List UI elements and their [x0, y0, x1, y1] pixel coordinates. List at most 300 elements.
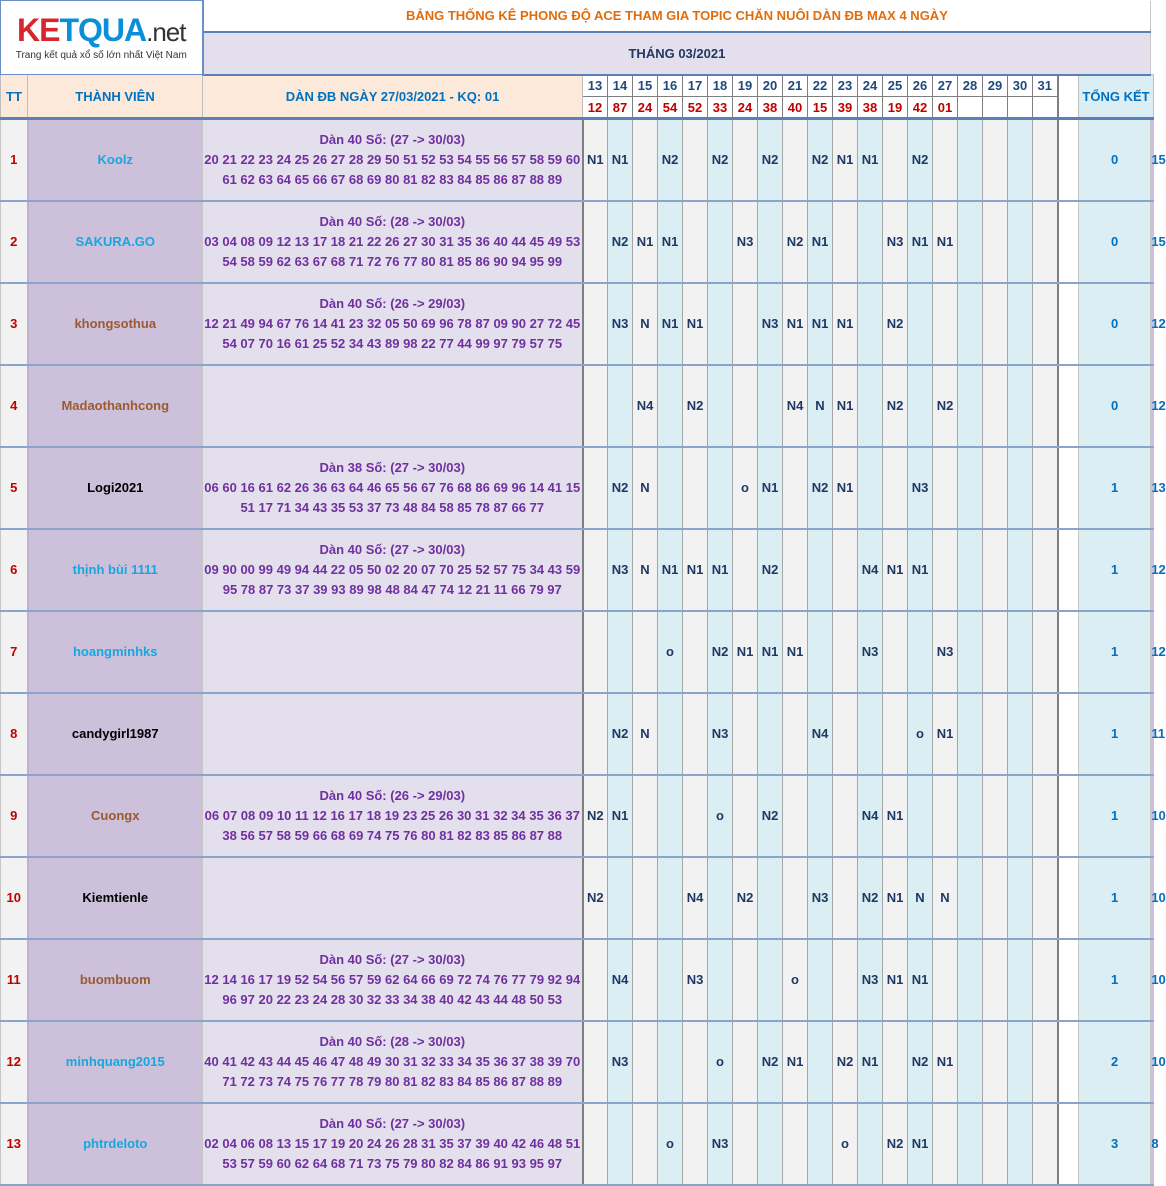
dan-numbers [203, 939, 583, 1021]
spacer-column [1058, 365, 1079, 447]
day-cell: N1 [933, 1021, 958, 1103]
day-header: 25 [883, 75, 908, 97]
total-count: 3 [1079, 1103, 1151, 1185]
day-cell [783, 119, 808, 201]
day-cell [733, 775, 758, 857]
day-cell: N3 [858, 939, 883, 1021]
day-cell: N2 [833, 1021, 858, 1103]
member-name[interactable]: thịnh bùi 1111 [28, 529, 203, 611]
day-cell: N1 [683, 529, 708, 611]
spacer-column [1058, 775, 1079, 857]
day-cell [758, 939, 783, 1021]
day-cell [883, 119, 908, 201]
day-cell [633, 611, 658, 693]
day-cell [733, 119, 758, 201]
day-header: 13 [583, 75, 608, 97]
day-cell [833, 529, 858, 611]
day-cell [958, 201, 983, 283]
day-cell [1008, 529, 1033, 611]
dan-line: 95 78 87 73 37 39 93 89 98 48 84 47 74 12 21 11 66 79 97 [222, 581, 562, 597]
day-cell: N2 [583, 857, 608, 939]
day-cell [1008, 201, 1033, 283]
member-name[interactable]: hoangminhks [28, 611, 203, 693]
row-number: 6 [1, 529, 28, 611]
day-cell: N2 [858, 857, 883, 939]
day-cell [858, 693, 883, 775]
day-cell: N4 [808, 693, 833, 775]
day-cell: N1 [783, 283, 808, 365]
dan-line: 06 60 16 61 62 26 36 63 64 46 65 56 67 76 68 86 69 96 14 41 15 [204, 479, 581, 495]
row-number: 11 [1, 939, 28, 1021]
dan-line: Dàn 40 Số: (27 -> 30/03) [319, 131, 466, 147]
day-cell: o [658, 611, 683, 693]
dan-numbers [203, 775, 583, 857]
day-cell: N3 [733, 201, 758, 283]
day-cell [633, 939, 658, 1021]
day-header: 15 [633, 75, 658, 97]
day-cell [783, 1103, 808, 1185]
day-cell [733, 693, 758, 775]
table-row [1, 939, 1154, 1021]
day-cell [883, 611, 908, 693]
day-cell: N2 [758, 1021, 783, 1103]
day-cell [583, 529, 608, 611]
table-row [1, 857, 1154, 939]
day-cell [833, 201, 858, 283]
result-header: 42 [908, 97, 933, 119]
day-cell: N2 [908, 1021, 933, 1103]
day-cell: N2 [883, 1103, 908, 1185]
row-number: 3 [1, 283, 28, 365]
day-cell [933, 1103, 958, 1185]
day-header: 23 [833, 75, 858, 97]
row-number: 4 [1, 365, 28, 447]
day-cell [1033, 283, 1058, 365]
dan-line: 02 04 06 08 13 15 17 19 20 24 26 28 31 35 37 39 40 42 46 48 51 [204, 1135, 581, 1151]
day-cell: N4 [683, 857, 708, 939]
day-cell: N1 [908, 939, 933, 1021]
day-cell: N [633, 529, 658, 611]
day-cell [933, 283, 958, 365]
day-cell: N1 [908, 201, 933, 283]
day-cell [633, 1103, 658, 1185]
total-score: 10 [1151, 1021, 1154, 1103]
day-cell [733, 283, 758, 365]
day-header: 30 [1008, 75, 1033, 97]
day-cell [658, 1021, 683, 1103]
member-name[interactable]: phtrdeloto [28, 1103, 203, 1185]
day-cell: N1 [708, 529, 733, 611]
row-number: 2 [1, 201, 28, 283]
day-cell: N1 [658, 201, 683, 283]
member-name[interactable]: SAKURA.GO [28, 201, 203, 283]
day-cell [1033, 119, 1058, 201]
day-cell [958, 857, 983, 939]
day-cell [583, 1103, 608, 1185]
day-cell [733, 1103, 758, 1185]
day-cell: N2 [758, 119, 783, 201]
total-count: 0 [1079, 365, 1151, 447]
spacer-column [1058, 693, 1079, 775]
day-header: 31 [1033, 75, 1058, 97]
day-cell [1008, 857, 1033, 939]
day-cell [1008, 775, 1033, 857]
row-number: 10 [1, 857, 28, 939]
day-cell: N2 [808, 447, 833, 529]
total-count: 1 [1079, 529, 1151, 611]
day-cell: N1 [808, 283, 833, 365]
day-cell [808, 1103, 833, 1185]
table-row [1, 447, 1154, 529]
day-cell [1008, 693, 1033, 775]
dan-line: 12 21 49 94 67 76 14 41 23 32 05 50 69 96 78 87 09 90 27 72 45 [204, 315, 581, 331]
dan-numbers [203, 1021, 583, 1103]
day-cell: N1 [833, 447, 858, 529]
spacer-column [1058, 857, 1079, 939]
dan-line: 03 04 08 09 12 13 17 18 21 22 26 27 30 31 35 36 40 44 45 49 53 [204, 233, 581, 249]
day-cell [983, 447, 1008, 529]
day-header: 29 [983, 75, 1008, 97]
day-header: 14 [608, 75, 633, 97]
dan-line: 54 58 59 62 63 67 68 71 72 76 77 80 81 85 86 90 94 95 99 [222, 253, 563, 269]
day-cell [708, 939, 733, 1021]
table-row [1, 119, 1154, 201]
table-row [1, 775, 1154, 857]
dan-numbers [203, 693, 583, 775]
day-cell [733, 939, 758, 1021]
day-cell [983, 1103, 1008, 1185]
day-cell: N [808, 365, 833, 447]
total-count: 1 [1079, 775, 1151, 857]
day-cell [983, 939, 1008, 1021]
day-cell [683, 119, 708, 201]
day-cell: N3 [758, 283, 783, 365]
spacer-column [1058, 447, 1079, 529]
day-cell: N1 [933, 201, 958, 283]
day-header: 26 [908, 75, 933, 97]
day-cell: N2 [883, 365, 908, 447]
day-cell [908, 775, 933, 857]
member-name[interactable]: Madaothanhcong [28, 365, 203, 447]
day-cell [583, 201, 608, 283]
day-cell [1008, 365, 1033, 447]
day-cell [858, 1103, 883, 1185]
day-cell [983, 857, 1008, 939]
row-number: 7 [1, 611, 28, 693]
member-name[interactable]: candygirl1987 [28, 693, 203, 775]
day-cell [833, 775, 858, 857]
dan-line: Dàn 40 Số: (27 -> 30/03) [319, 1115, 466, 1131]
day-cell [583, 283, 608, 365]
dan-numbers [203, 119, 583, 201]
total-count: 0 [1079, 119, 1151, 201]
member-name[interactable]: Logi2021 [28, 447, 203, 529]
day-cell [683, 447, 708, 529]
day-cell [983, 283, 1008, 365]
day-cell: N2 [608, 447, 633, 529]
total-count: 1 [1079, 447, 1151, 529]
spacer-column [1058, 611, 1079, 693]
day-cell [808, 939, 833, 1021]
day-cell: N1 [883, 857, 908, 939]
day-cell: N2 [783, 201, 808, 283]
day-cell: N1 [833, 283, 858, 365]
day-cell [708, 201, 733, 283]
result-header: 40 [783, 97, 808, 119]
day-cell [1008, 283, 1033, 365]
day-cell: N1 [908, 1103, 933, 1185]
day-cell [808, 775, 833, 857]
dan-line: Dàn 40 Số: (28 -> 30/03) [319, 213, 466, 229]
total-count: 1 [1079, 693, 1151, 775]
table-row [1, 201, 1154, 283]
total-score: 12 [1151, 611, 1154, 693]
day-cell [633, 119, 658, 201]
dan-line: 96 97 20 22 23 24 28 30 32 33 34 38 40 42 43 44 48 50 53 [222, 991, 563, 1007]
day-cell: o [708, 1021, 733, 1103]
day-cell [758, 857, 783, 939]
day-cell [1033, 857, 1058, 939]
day-cell [858, 365, 883, 447]
day-cell [1033, 201, 1058, 283]
day-cell [958, 1021, 983, 1103]
day-cell: N1 [658, 529, 683, 611]
day-cell: N1 [608, 775, 633, 857]
day-cell [658, 939, 683, 1021]
header-tt: TT [1, 75, 28, 119]
dan-numbers [203, 283, 583, 365]
total-count: 2 [1079, 1021, 1151, 1103]
day-cell: N2 [733, 857, 758, 939]
day-cell: o [733, 447, 758, 529]
day-cell: N1 [858, 119, 883, 201]
day-cell: N3 [683, 939, 708, 1021]
result-header: 33 [708, 97, 733, 119]
day-cell: N4 [783, 365, 808, 447]
logo-net: .net [146, 17, 186, 47]
day-cell [683, 693, 708, 775]
total-score: 15 [1151, 201, 1154, 283]
result-header: 15 [808, 97, 833, 119]
day-cell [958, 283, 983, 365]
day-cell: o [783, 939, 808, 1021]
day-cell [808, 529, 833, 611]
day-cell [833, 693, 858, 775]
day-cell [1008, 1103, 1033, 1185]
day-cell [608, 1103, 633, 1185]
day-cell: N4 [858, 529, 883, 611]
member-name[interactable]: Koolz [28, 119, 203, 201]
result-header: 24 [633, 97, 658, 119]
day-cell [658, 775, 683, 857]
table-row [1, 611, 1154, 693]
day-cell: N [908, 857, 933, 939]
day-cell [608, 611, 633, 693]
day-cell [583, 939, 608, 1021]
month-title: THÁNG 03/2021 [203, 32, 1151, 75]
day-cell: N [633, 283, 658, 365]
day-cell: N1 [608, 119, 633, 201]
day-cell [808, 611, 833, 693]
day-cell: N1 [858, 1021, 883, 1103]
day-cell [958, 693, 983, 775]
day-cell [983, 201, 1008, 283]
day-cell [983, 529, 1008, 611]
day-cell: N3 [933, 611, 958, 693]
dan-line: Dàn 38 Số: (27 -> 30/03) [319, 459, 466, 475]
day-cell: N1 [758, 447, 783, 529]
day-cell: N2 [883, 283, 908, 365]
member-name[interactable]: Cuongx [28, 775, 203, 857]
day-cell [833, 857, 858, 939]
day-cell: N2 [758, 775, 783, 857]
day-cell: N1 [833, 119, 858, 201]
spacer-column [1058, 1021, 1079, 1103]
day-cell [983, 611, 1008, 693]
day-cell [633, 857, 658, 939]
day-cell [958, 775, 983, 857]
day-cell: N2 [933, 365, 958, 447]
day-cell: N2 [658, 119, 683, 201]
member-name[interactable]: khongsothua [28, 283, 203, 365]
day-cell [883, 693, 908, 775]
result-header: 19 [883, 97, 908, 119]
day-cell [1008, 611, 1033, 693]
dan-numbers [203, 611, 583, 693]
day-cell: N1 [633, 201, 658, 283]
day-cell: N2 [608, 201, 633, 283]
day-cell [983, 119, 1008, 201]
row-number: 9 [1, 775, 28, 857]
dan-line: 53 57 59 60 62 64 68 71 73 75 79 80 82 84 86 91 93 95 97 [222, 1155, 563, 1171]
day-cell [933, 119, 958, 201]
total-score: 15 [1151, 119, 1154, 201]
day-cell: N1 [783, 611, 808, 693]
day-header: 24 [858, 75, 883, 97]
dan-numbers [203, 201, 583, 283]
day-cell: N1 [758, 611, 783, 693]
dan-line: Dàn 40 Số: (27 -> 30/03) [319, 951, 466, 967]
result-header: 38 [858, 97, 883, 119]
day-cell [883, 1021, 908, 1103]
day-cell: o [833, 1103, 858, 1185]
day-header: 20 [758, 75, 783, 97]
day-cell: N2 [583, 775, 608, 857]
day-cell [708, 365, 733, 447]
total-score: 12 [1151, 283, 1154, 365]
day-cell [658, 447, 683, 529]
result-header: 87 [608, 97, 633, 119]
result-header: 39 [833, 97, 858, 119]
day-cell: N1 [933, 693, 958, 775]
day-cell [958, 611, 983, 693]
dan-numbers [203, 529, 583, 611]
spacer-column [1058, 201, 1079, 283]
day-cell [1033, 529, 1058, 611]
day-cell [658, 857, 683, 939]
day-cell [1033, 693, 1058, 775]
day-cell [1033, 447, 1058, 529]
day-cell: N1 [658, 283, 683, 365]
day-cell [883, 447, 908, 529]
total-score: 10 [1151, 775, 1154, 857]
day-cell [683, 201, 708, 283]
day-cell [683, 1103, 708, 1185]
day-cell: N3 [708, 693, 733, 775]
day-cell: N1 [683, 283, 708, 365]
spacer-column [1058, 75, 1079, 119]
day-cell [783, 775, 808, 857]
day-cell: N3 [608, 1021, 633, 1103]
day-cell: N1 [883, 775, 908, 857]
logo[interactable] [1, 1, 203, 75]
day-cell: N1 [808, 201, 833, 283]
day-cell: N3 [883, 201, 908, 283]
day-cell [733, 365, 758, 447]
day-cell: N2 [708, 611, 733, 693]
day-header: 19 [733, 75, 758, 97]
day-cell: N [633, 693, 658, 775]
table-title: BẢNG THỐNG KÊ PHONG ĐỘ ACE THAM GIA TOPIC CHĂN NUÔI DÀN ĐB MAX 4 NGÀY [203, 1, 1151, 32]
dan-line: 20 21 22 23 24 25 26 27 28 29 50 51 52 53 54 55 56 57 58 59 60 [204, 151, 581, 167]
day-cell [1033, 939, 1058, 1021]
member-name[interactable]: Kiemtienle [28, 857, 203, 939]
total-score: 13 [1151, 447, 1154, 529]
row-number: 12 [1, 1021, 28, 1103]
result-header: 54 [658, 97, 683, 119]
day-cell [1033, 1103, 1058, 1185]
day-cell [658, 365, 683, 447]
member-name[interactable]: buombuom [28, 939, 203, 1021]
day-cell [608, 857, 633, 939]
day-header: 16 [658, 75, 683, 97]
result-header [958, 97, 983, 119]
day-cell [733, 529, 758, 611]
day-cell: N2 [908, 119, 933, 201]
day-cell: N1 [883, 939, 908, 1021]
day-header: 27 [933, 75, 958, 97]
day-cell [933, 939, 958, 1021]
day-cell: N1 [783, 1021, 808, 1103]
day-header: 18 [708, 75, 733, 97]
dan-line: Dàn 40 Số: (28 -> 30/03) [319, 1033, 466, 1049]
total-count: 1 [1079, 857, 1151, 939]
day-header: 21 [783, 75, 808, 97]
dan-line: Dàn 40 Số: (27 -> 30/03) [319, 541, 466, 557]
day-cell: N1 [583, 119, 608, 201]
total-score: 10 [1151, 857, 1154, 939]
result-header: 12 [583, 97, 608, 119]
day-cell: N1 [833, 365, 858, 447]
total-count: 0 [1079, 201, 1151, 283]
day-cell [1008, 939, 1033, 1021]
dan-line: 51 17 71 34 43 35 53 37 73 48 84 58 85 78 87 66 77 [240, 499, 545, 515]
day-cell [583, 365, 608, 447]
header-total: TỔNG KẾT [1079, 75, 1154, 119]
result-header: 52 [683, 97, 708, 119]
day-cell [833, 939, 858, 1021]
header-dan: DÀN ĐB NGÀY 27/03/2021 - KQ: 01 [203, 75, 583, 119]
day-cell [933, 529, 958, 611]
table-row [1, 529, 1154, 611]
day-cell [783, 447, 808, 529]
day-cell [708, 447, 733, 529]
dan-line: Dàn 40 Số: (26 -> 29/03) [319, 787, 466, 803]
day-cell: N3 [608, 529, 633, 611]
member-name[interactable]: minhquang2015 [28, 1021, 203, 1103]
row-number: 13 [1, 1103, 28, 1185]
day-cell [783, 693, 808, 775]
